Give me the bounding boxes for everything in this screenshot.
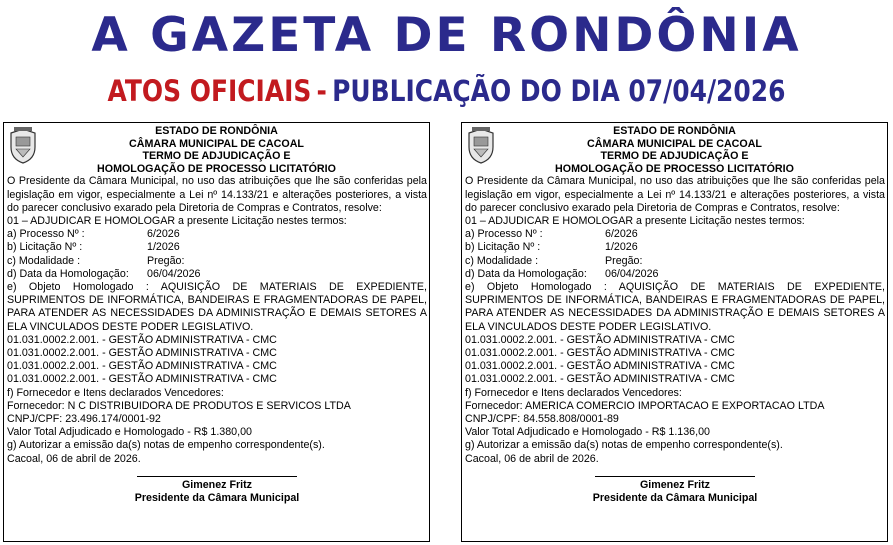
objeto-paragraph: e) Objeto Homologado : AQUISIÇÃO DE MATERIAIS DE EXPEDIENTE, SUPRIMENTOS DE INFORMÁTICA, BANDEIRAS E FRAGMENTADORAS DE PAPEL, PARA ATENDER AS NECESSIDADES DA ADMINISTRAÇÃO E DEMAIS SETORES A ELA VINCULADOS DESTE PODER LEGISLATIVO. <box>465 281 885 333</box>
local-date: Cacoal, 06 de abril de 2026. <box>465 452 599 465</box>
signer-role: Presidente da Câmara Municipal <box>592 492 758 505</box>
dotacao-line: 01.031.0002.2.001. - GESTÃO ADMINISTRATIVA - CMC <box>465 347 735 360</box>
homologation-heading: HOMOLOGAÇÃO DE PROCESSO LICITATÓRIO <box>555 162 794 175</box>
chamber-heading: CÂMARA MUNICIPAL DE CACOAL <box>587 137 762 150</box>
atos-oficiais-label: ATOS OFICIAIS <box>107 74 312 108</box>
licitacao-row: b) Licitação Nº : 1/2026 <box>7 241 180 254</box>
fornecedor-name: Fornecedor: N C DISTRIBUIDORA DE PRODUTOS E SERVICOS LTDA <box>7 399 351 412</box>
notice-right <box>461 122 888 542</box>
signer-name: Gimenez Fritz <box>639 478 711 491</box>
modalidade-row: c) Modalidade : Pregão: <box>7 254 185 267</box>
objeto-paragraph: e) Objeto Homologado : AQUISIÇÃO DE MATERIAIS DE EXPEDIENTE, SUPRIMENTOS DE INFORMÁTICA, BANDEIRAS E FRAGMENTADORAS DE PAPEL, PARA ATENDER AS NECESSIDADES DA ADMINISTRAÇÃO E DEMAIS SETORES A ELA VINCULADOS DESTE PODER LEGISLATIVO. <box>7 281 427 333</box>
item-01: 01 – ADJUDICAR E HOMOLOGAR a presente Licitação nestes termos: <box>465 214 805 227</box>
masthead-title: A GAZETA DE RONDÔNIA <box>91 8 802 63</box>
dotacao-line: 01.031.0002.2.001. - GESTÃO ADMINISTRATIVA - CMC <box>7 333 277 346</box>
fornecedor-heading: f) Fornecedor e Itens declarados Vencedores: <box>7 386 224 399</box>
notice-left <box>3 122 430 542</box>
processo-row: a) Processo Nº : 6/2026 <box>465 228 638 241</box>
dotacao-line: 01.031.0002.2.001. - GESTÃO ADMINISTRATIVA - CMC <box>465 360 735 373</box>
autorizar-line: g) Autorizar a emissão da(s) notas de empenho correspondente(s). <box>465 439 783 452</box>
signature-line <box>137 476 297 477</box>
signature-line <box>595 476 755 477</box>
processo-row: a) Processo Nº : 6/2026 <box>7 228 180 241</box>
section-subhead <box>63 72 831 110</box>
intro-paragraph: O Presidente da Câmara Municipal, no uso das atribuições que lhe são conferidas pela legislação em vigor, especialmente a Lei nº 14.133/21 e alterações posteriores, a vista do parecer conclusivo exarado pela Diretoria de Compras e Contratos, resolve: <box>465 175 885 214</box>
item-01: 01 – ADJUDICAR E HOMOLOGAR a presente Licitação nestes termos: <box>7 214 347 227</box>
fornecedor-heading: f) Fornecedor e Itens declarados Vencedores: <box>465 386 682 399</box>
dotacao-line: 01.031.0002.2.001. - GESTÃO ADMINISTRATIVA - CMC <box>7 347 277 360</box>
data-homologacao-row: d) Data da Homologação: 06/04/2026 <box>465 267 659 280</box>
homologation-heading: HOMOLOGAÇÃO DE PROCESSO LICITATÓRIO <box>97 162 336 175</box>
intro-paragraph: O Presidente da Câmara Municipal, no uso das atribuições que lhe são conferidas pela legislação em vigor, especialmente a Lei nº 14.133/21 e alterações posteriores, a vista do parecer conclusivo exarado pela Diretoria de Compras e Contratos, resolve: <box>7 175 427 214</box>
licitacao-row: b) Licitação Nº : 1/2026 <box>465 241 638 254</box>
valor-total: Valor Total Adjudicado e Homologado - R$ 1.136,00 <box>465 426 710 439</box>
modalidade-row: c) Modalidade : Pregão: <box>465 254 643 267</box>
subhead-dash: - <box>316 74 327 108</box>
state-heading: ESTADO DE RONDÔNIA <box>155 125 278 137</box>
fornecedor-name: Fornecedor: AMERICA COMERCIO IMPORTACAO E EXPORTACAO LTDA <box>465 399 825 412</box>
dotacao-line: 01.031.0002.2.001. - GESTÃO ADMINISTRATIVA - CMC <box>7 360 277 373</box>
signer-role: Presidente da Câmara Municipal <box>134 492 300 505</box>
state-heading: ESTADO DE RONDÔNIA <box>613 125 736 137</box>
valor-total: Valor Total Adjudicado e Homologado - R$ 1.380,00 <box>7 426 252 439</box>
municipal-crest-icon <box>7 127 39 165</box>
chamber-heading: CÂMARA MUNICIPAL DE CACOAL <box>129 137 304 150</box>
cnpj-line: CNPJ/CPF: 84.558.808/0001-89 <box>465 413 619 426</box>
publication-date-label: PUBLICAÇÃO DO DIA 07/04/2026 <box>332 74 786 108</box>
data-homologacao-row: d) Data da Homologação: 06/04/2026 <box>7 267 201 280</box>
dotacao-line: 01.031.0002.2.001. - GESTÃO ADMINISTRATIVA - CMC <box>465 333 735 346</box>
dotacao-line: 01.031.0002.2.001. - GESTÃO ADMINISTRATIVA - CMC <box>465 373 735 386</box>
local-date: Cacoal, 06 de abril de 2026. <box>7 452 141 465</box>
cnpj-line: CNPJ/CPF: 23.496.174/0001-92 <box>7 413 161 426</box>
municipal-crest-icon <box>465 127 497 165</box>
autorizar-line: g) Autorizar a emissão da(s) notas de empenho correspondente(s). <box>7 439 325 452</box>
dotacao-line: 01.031.0002.2.001. - GESTÃO ADMINISTRATIVA - CMC <box>7 373 277 386</box>
signer-name: Gimenez Fritz <box>181 478 253 491</box>
term-heading: TERMO DE ADJUDICAÇÃO E <box>142 150 291 163</box>
term-heading: TERMO DE ADJUDICAÇÃO E <box>600 150 749 163</box>
